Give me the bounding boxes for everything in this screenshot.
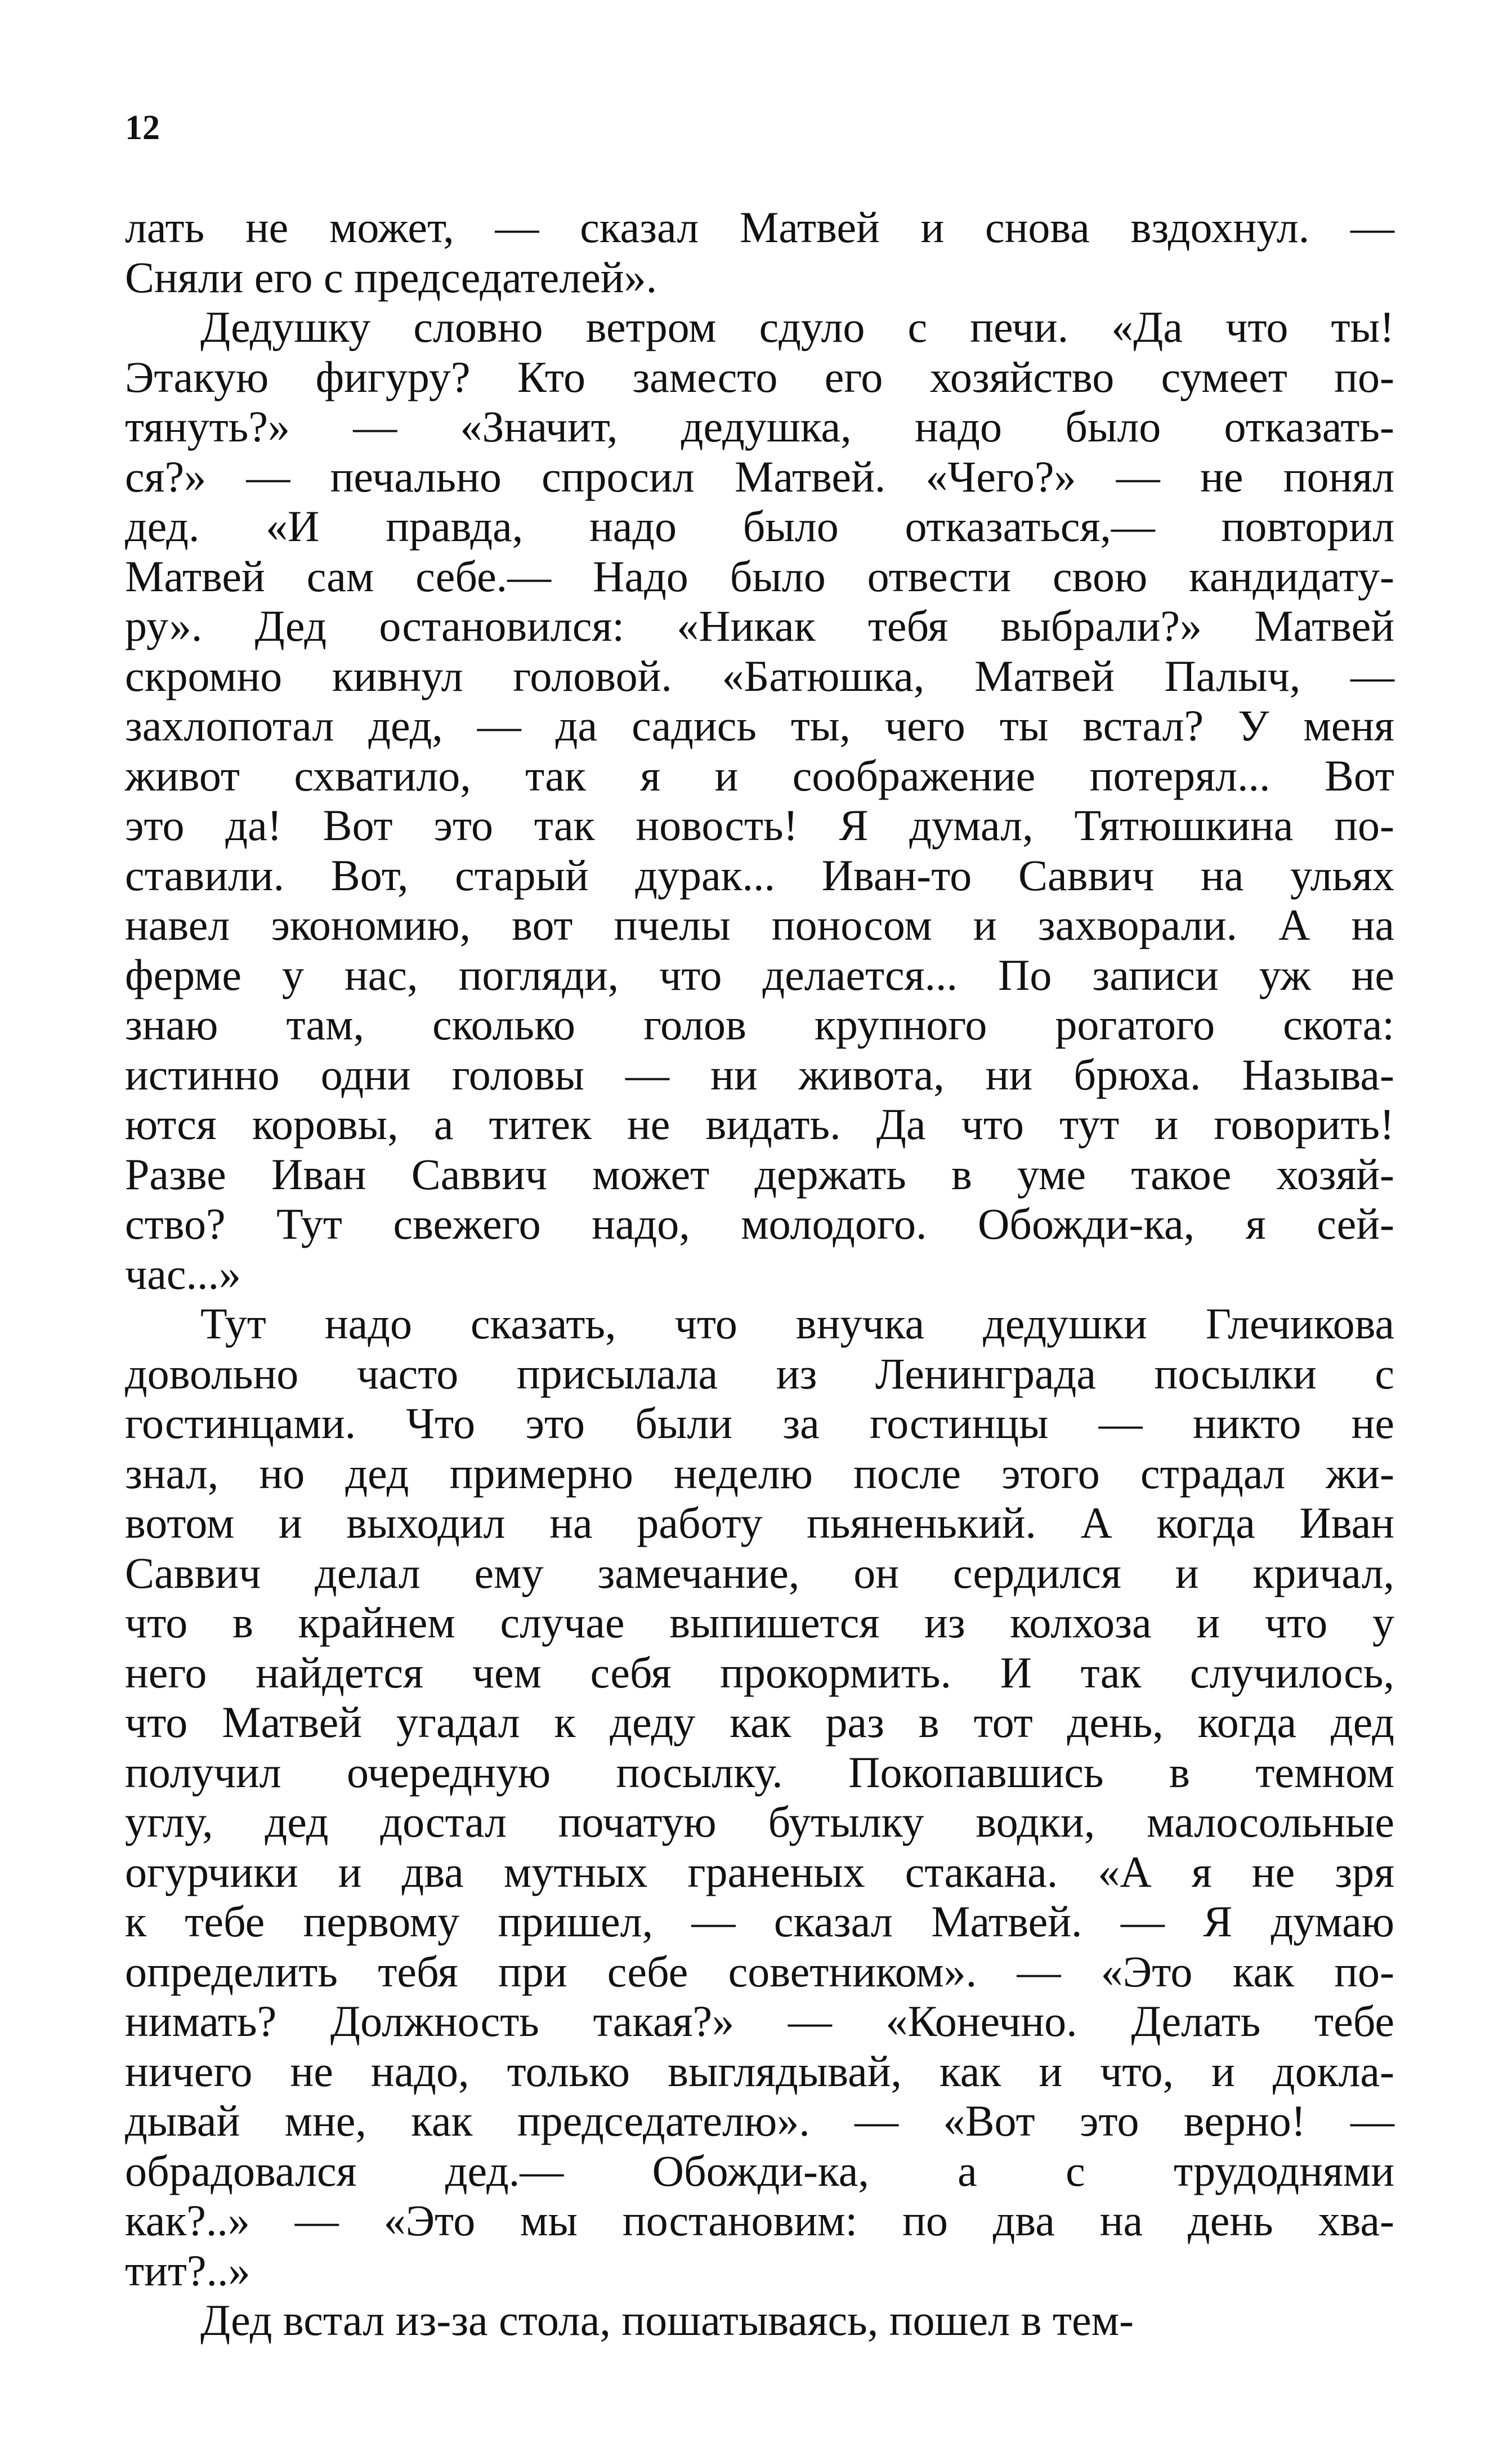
text-line: дед. «И правда, надо было отказаться,— повторил bbox=[125, 502, 1394, 551]
paragraph-4 bbox=[125, 2296, 1394, 2346]
text-line: Этакую фигуру? Кто заместо его хозяйство сумеет по- bbox=[125, 352, 1394, 401]
text-line: Разве Иван Саввич может держать в уме такое хозяй- bbox=[125, 1149, 1394, 1199]
text-line: ются коровы, а титек не видать. Да что тут и говорить! bbox=[125, 1100, 1394, 1149]
text-line: ся?» — печально спросил Матвей. «Чего?» — не понял bbox=[125, 452, 1394, 501]
text-line: него найдется чем себя прокормить. И так случилось, bbox=[125, 1647, 1394, 1697]
text-line: навел экономию, вот пчелы поносом и захворали. А на bbox=[125, 900, 1394, 949]
text-line: ничего не надо, только выглядывай, как и что, и докла- bbox=[125, 2046, 1394, 2096]
text-line: Дед встал из-за стола, пошатываясь, пошел в тем- bbox=[200, 2296, 1134, 2345]
text-line: получил очередную посылку. Покопавшись в темном bbox=[125, 1747, 1394, 1797]
page-number: 12 bbox=[125, 109, 160, 147]
text-line: это да! Вот это так новость! Я думал, Тятюшкина по- bbox=[125, 801, 1394, 850]
text-line: вотом и выходил на работу пьяненький. А когда Иван bbox=[125, 1498, 1394, 1547]
paragraph-2 bbox=[125, 302, 1394, 1299]
text-line: истинно одни головы — ни живота, ни брюха. Называ- bbox=[125, 1050, 1394, 1099]
text-line: тит?..» bbox=[125, 2245, 250, 2295]
text-line: огурчики и два мутных граненых стакана. «А я не зря bbox=[125, 1847, 1394, 1896]
text-line: как?..» — «Это мы постановим: по два на день хва- bbox=[125, 2196, 1394, 2245]
text-line: Саввич делал ему замечание, он сердился и кричал, bbox=[125, 1548, 1394, 1597]
text-line: довольно часто присылала из Ленинграда посылки с bbox=[125, 1348, 1394, 1398]
text-line: ру». Дед остановился: «Никак тебя выбрали?» Матвей bbox=[125, 601, 1394, 650]
text-line: к тебе первому пришел, — сказал Матвей. — Я думаю bbox=[125, 1897, 1394, 1946]
text-line: скромно кивнул головой. «Батюшка, Матвей Палыч, — bbox=[125, 651, 1394, 700]
text-line: углу, дед достал початую бутылку водки, малосольные bbox=[125, 1797, 1394, 1846]
text-line: что Матвей угадал к деду как раз в тот день, когда дед bbox=[125, 1698, 1394, 1747]
text-line: обрадовался дед.— Обожди-ка, а с трудоднями bbox=[125, 2146, 1394, 2195]
text-line: гостинцами. Что это были за гостинцы — никто не bbox=[125, 1399, 1394, 1448]
body-text bbox=[125, 203, 1394, 2346]
text-line: ставили. Вот, старый дурак... Иван-то Саввич на ульях bbox=[125, 850, 1394, 900]
text-line: захлопотал дед, — да садись ты, чего ты встал? У меня bbox=[125, 701, 1394, 750]
text-line: что в крайнем случае выпишется из колхоза и что у bbox=[125, 1598, 1394, 1647]
paragraph-1 bbox=[125, 203, 1394, 302]
text-line: Дедушку словно ветром сдуло с печи. «Да что ты! bbox=[200, 302, 1394, 351]
text-line: час...» bbox=[125, 1249, 241, 1298]
text-line: ферме у нас, погляди, что делается... По записи уж не bbox=[125, 950, 1394, 999]
text-line: живот схватило, так я и соображение потерял... Вот bbox=[125, 751, 1394, 800]
text-line: знал, но дед примерно неделю после этого страдал жи- bbox=[125, 1448, 1394, 1498]
text-line: Тут надо сказать, что внучка дедушки Глечикова bbox=[200, 1299, 1394, 1348]
text-line: нимать? Должность такая?» — «Конечно. Делать тебе bbox=[125, 1997, 1394, 2046]
text-line: ство? Тут свежего надо, молодого. Обожди-ка, я сей- bbox=[125, 1199, 1394, 1248]
text-line: лать не может, — сказал Матвей и снова вздохнул. — bbox=[125, 203, 1394, 252]
paragraph-3 bbox=[125, 1299, 1394, 2296]
text-line: Матвей сам себе.— Надо было отвести свою кандидату- bbox=[125, 551, 1394, 601]
text-line: знаю там, сколько голов крупного рогатого скота: bbox=[125, 1000, 1394, 1049]
text-line: тянуть?» — «Значит, дедушка, надо было отказать- bbox=[125, 402, 1394, 451]
text-line: Сняли его с председателей». bbox=[125, 252, 657, 302]
text-line: определить тебя при себе советником». — «Это как по- bbox=[125, 1946, 1394, 1996]
text-line: дывай мне, как председателю». — «Вот это верно! — bbox=[125, 2096, 1394, 2145]
